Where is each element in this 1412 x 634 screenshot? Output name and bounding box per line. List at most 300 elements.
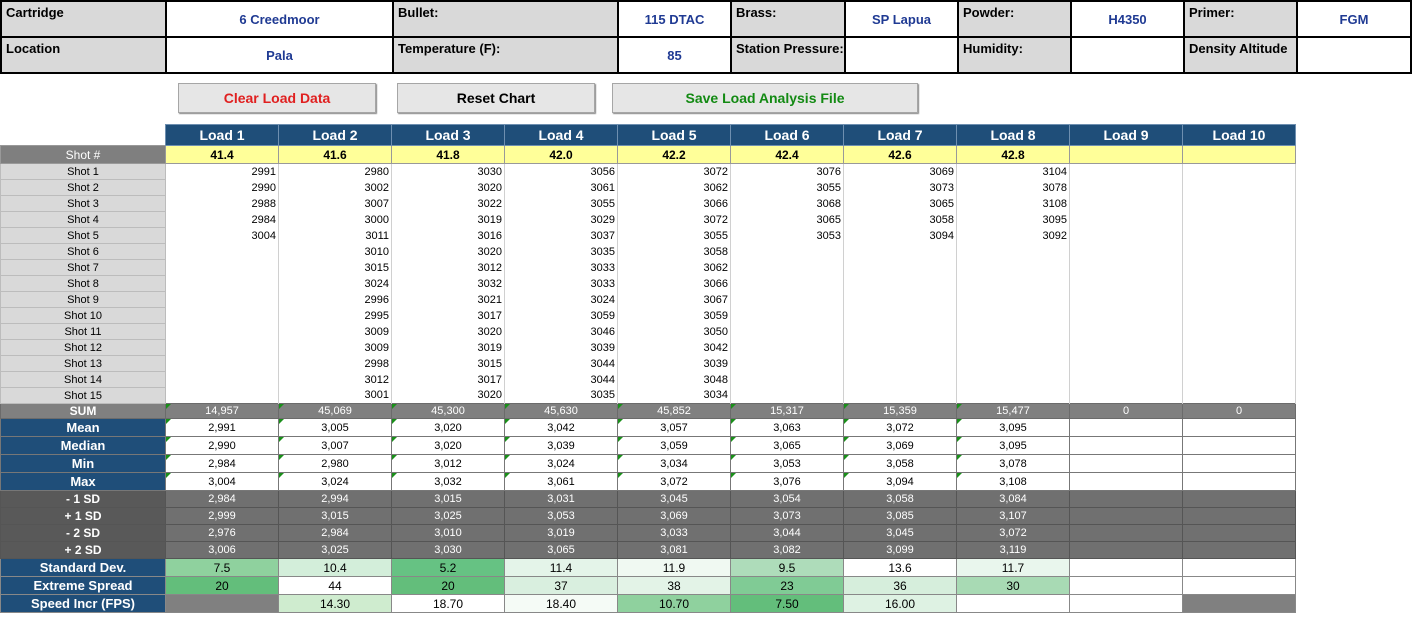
stat-cell: 2,980 — [279, 455, 392, 473]
velocity-cell[interactable]: 2991 — [166, 164, 279, 180]
stat-cell: 3,108 — [957, 473, 1070, 491]
velocity-cell[interactable] — [1183, 276, 1296, 292]
stat-cell: 3,039 — [505, 437, 618, 455]
velocity-cell[interactable]: 3065 — [844, 196, 957, 212]
velocity-cell[interactable] — [166, 276, 279, 292]
velocity-cell[interactable]: 3053 — [731, 228, 844, 244]
velocity-cell[interactable] — [1183, 212, 1296, 228]
stat-cell: 3,020 — [392, 419, 505, 437]
header-value-field[interactable]: 85 — [618, 37, 731, 73]
velocity-cell[interactable]: 3048 — [618, 372, 731, 388]
velocity-cell[interactable] — [731, 276, 844, 292]
stat-cell: 3,065 — [731, 437, 844, 455]
charge-cell[interactable]: 41.8 — [392, 146, 505, 164]
velocity-cell[interactable]: 3011 — [279, 228, 392, 244]
velocity-cell[interactable]: 3033 — [505, 260, 618, 276]
clear-load-data-button[interactable]: Clear Load Data — [178, 83, 376, 113]
row-label: Extreme Spread — [1, 577, 166, 595]
sum-cell: 0 — [1070, 404, 1183, 419]
header-label: Temperature (F): — [393, 37, 618, 73]
heatmap-cell — [1070, 559, 1183, 577]
velocity-cell[interactable]: 3056 — [505, 164, 618, 180]
heatmap-cell: 20 — [392, 577, 505, 595]
sum-cell: 0 — [1183, 404, 1296, 419]
velocity-cell[interactable]: 3076 — [731, 164, 844, 180]
heatmap-cell — [957, 595, 1070, 613]
velocity-cell[interactable] — [731, 388, 844, 404]
velocity-cell[interactable] — [957, 356, 1070, 372]
header-label: Location — [1, 37, 166, 73]
velocity-cell[interactable]: 3095 — [957, 212, 1070, 228]
heatmap-cell — [1070, 595, 1183, 613]
stat-cell: 2,984 — [166, 455, 279, 473]
velocity-cell[interactable]: 3016 — [392, 228, 505, 244]
velocity-cell[interactable]: 3059 — [618, 308, 731, 324]
heatmap-cell — [1183, 595, 1296, 613]
sd-cell: 3,033 — [618, 525, 731, 542]
velocity-cell[interactable] — [731, 292, 844, 308]
heatmap-row — [1, 559, 1296, 577]
sd-cell — [1183, 491, 1296, 508]
velocity-cell[interactable]: 3066 — [618, 196, 731, 212]
velocity-cell[interactable]: 3035 — [505, 244, 618, 260]
velocity-cell[interactable] — [1183, 372, 1296, 388]
header-row — [1, 37, 1411, 73]
velocity-cell[interactable]: 3030 — [392, 164, 505, 180]
charge-cell[interactable]: 42.4 — [731, 146, 844, 164]
velocity-cell[interactable] — [1183, 340, 1296, 356]
velocity-cell[interactable]: 3037 — [505, 228, 618, 244]
velocity-cell[interactable] — [844, 276, 957, 292]
row-label: + 1 SD — [1, 508, 166, 525]
header-value-field[interactable] — [1071, 37, 1184, 73]
velocity-cell[interactable] — [166, 372, 279, 388]
velocity-cell[interactable]: 3034 — [618, 388, 731, 404]
velocity-cell[interactable] — [844, 388, 957, 404]
charge-cell[interactable]: 42.0 — [505, 146, 618, 164]
sd-cell: 2,999 — [166, 508, 279, 525]
velocity-cell[interactable] — [957, 244, 1070, 260]
row-label: Shot 5 — [1, 228, 166, 244]
velocity-cell[interactable]: 3058 — [844, 212, 957, 228]
velocity-cell[interactable]: 3019 — [392, 212, 505, 228]
header-value-field[interactable]: FGM — [1297, 1, 1411, 37]
sd-cell — [1183, 542, 1296, 559]
velocity-cell[interactable]: 3046 — [505, 324, 618, 340]
stat-cell: 3,005 — [279, 419, 392, 437]
velocity-cell[interactable]: 3001 — [279, 388, 392, 404]
row-label: Shot 7 — [1, 260, 166, 276]
heatmap-cell: 36 — [844, 577, 957, 595]
velocity-cell[interactable]: 3062 — [618, 260, 731, 276]
row-label: Speed Incr (FPS) — [1, 595, 166, 613]
velocity-cell[interactable]: 3017 — [392, 372, 505, 388]
velocity-cell[interactable]: 3072 — [618, 164, 731, 180]
velocity-cell[interactable]: 3062 — [618, 180, 731, 196]
velocity-cell[interactable]: 3042 — [618, 340, 731, 356]
velocity-cell[interactable] — [1070, 276, 1183, 292]
row-label: Shot 14 — [1, 372, 166, 388]
velocity-cell[interactable] — [1070, 324, 1183, 340]
velocity-cell[interactable] — [1183, 260, 1296, 276]
velocity-cell[interactable] — [1183, 244, 1296, 260]
velocity-cell[interactable]: 3000 — [279, 212, 392, 228]
sd-row — [1, 525, 1296, 542]
sd-cell: 3,025 — [392, 508, 505, 525]
velocity-cell[interactable]: 3061 — [505, 180, 618, 196]
velocity-cell[interactable] — [166, 388, 279, 404]
velocity-cell[interactable] — [957, 388, 1070, 404]
heatmap-cell: 18.70 — [392, 595, 505, 613]
velocity-cell[interactable]: 3035 — [505, 388, 618, 404]
velocity-cell[interactable]: 3020 — [392, 324, 505, 340]
row-label: Median — [1, 437, 166, 455]
velocity-cell[interactable] — [957, 324, 1070, 340]
heatmap-cell: 38 — [618, 577, 731, 595]
row-label: Shot 2 — [1, 180, 166, 196]
load-header: Load 9 — [1070, 125, 1183, 146]
velocity-cell[interactable]: 3009 — [279, 324, 392, 340]
stat-cell — [1070, 455, 1183, 473]
sd-cell: 3,015 — [279, 508, 392, 525]
stat-cell: 3,063 — [731, 419, 844, 437]
stat-cell — [1183, 419, 1296, 437]
velocity-cell[interactable]: 3104 — [957, 164, 1070, 180]
header-value-field[interactable] — [845, 37, 958, 73]
header-value-field[interactable] — [1297, 37, 1411, 73]
sd-cell: 3,069 — [618, 508, 731, 525]
charge-cell[interactable] — [1070, 146, 1183, 164]
row-label: Shot 11 — [1, 324, 166, 340]
stat-cell — [1183, 437, 1296, 455]
velocity-cell[interactable] — [844, 372, 957, 388]
load-header-row — [1, 125, 1296, 146]
velocity-cell[interactable] — [957, 372, 1070, 388]
velocity-cell[interactable] — [731, 244, 844, 260]
heatmap-cell: 11.9 — [618, 559, 731, 577]
velocity-cell[interactable]: 2998 — [279, 356, 392, 372]
velocity-cell[interactable] — [1183, 164, 1296, 180]
stat-cell: 3,042 — [505, 419, 618, 437]
velocity-cell[interactable]: 3092 — [957, 228, 1070, 244]
velocity-cell[interactable]: 2990 — [166, 180, 279, 196]
sd-cell: 3,065 — [505, 542, 618, 559]
velocity-cell[interactable] — [166, 308, 279, 324]
velocity-cell[interactable] — [844, 244, 957, 260]
sd-cell: 3,054 — [731, 491, 844, 508]
header-value-field[interactable]: 6 Creedmoor — [166, 1, 393, 37]
stat-cell: 3,078 — [957, 455, 1070, 473]
velocity-cell[interactable]: 3068 — [731, 196, 844, 212]
heatmap-row — [1, 577, 1296, 595]
sd-cell: 2,976 — [166, 525, 279, 542]
velocity-cell[interactable] — [1183, 196, 1296, 212]
sd-cell: 2,984 — [279, 525, 392, 542]
velocity-cell[interactable] — [1070, 372, 1183, 388]
sd-cell: 3,044 — [731, 525, 844, 542]
velocity-cell[interactable]: 3032 — [392, 276, 505, 292]
velocity-cell[interactable]: 3073 — [844, 180, 957, 196]
sd-cell: 3,107 — [957, 508, 1070, 525]
load-header: Load 2 — [279, 125, 392, 146]
velocity-cell[interactable]: 3020 — [392, 388, 505, 404]
header-label: Station Pressure: — [731, 37, 845, 73]
shot-row — [1, 260, 1296, 276]
velocity-cell[interactable] — [166, 356, 279, 372]
sd-cell — [1070, 525, 1183, 542]
heatmap-cell: 30 — [957, 577, 1070, 595]
velocity-cell[interactable]: 3015 — [392, 356, 505, 372]
velocity-cell[interactable]: 2996 — [279, 292, 392, 308]
velocity-cell[interactable] — [957, 260, 1070, 276]
header-value-field[interactable]: SP Lapua — [845, 1, 958, 37]
velocity-cell[interactable] — [166, 324, 279, 340]
velocity-cell[interactable]: 3019 — [392, 340, 505, 356]
header-label: Density Altitude — [1184, 37, 1297, 73]
velocity-cell[interactable]: 3022 — [392, 196, 505, 212]
velocity-cell[interactable]: 3072 — [618, 212, 731, 228]
stat-cell — [1070, 419, 1183, 437]
header-value-field[interactable]: H4350 — [1071, 1, 1184, 37]
row-label: Shot # — [1, 146, 166, 164]
velocity-cell[interactable] — [1183, 308, 1296, 324]
velocity-cell[interactable] — [731, 340, 844, 356]
sum-cell: 45,069 — [279, 404, 392, 419]
row-label: + 2 SD — [1, 542, 166, 559]
velocity-cell[interactable] — [844, 308, 957, 324]
velocity-cell[interactable]: 3024 — [279, 276, 392, 292]
velocity-cell[interactable] — [1183, 388, 1296, 404]
sd-cell: 3,073 — [731, 508, 844, 525]
velocity-cell[interactable]: 3066 — [618, 276, 731, 292]
velocity-cell[interactable]: 3065 — [731, 212, 844, 228]
velocity-cell[interactable] — [731, 324, 844, 340]
heatmap-cell — [166, 595, 279, 613]
stat-cell: 3,072 — [844, 419, 957, 437]
velocity-cell[interactable]: 3055 — [505, 196, 618, 212]
velocity-cell[interactable]: 3009 — [279, 340, 392, 356]
load-header: Load 1 — [166, 125, 279, 146]
velocity-cell[interactable] — [1183, 292, 1296, 308]
velocity-cell[interactable] — [1070, 292, 1183, 308]
shot-row — [1, 244, 1296, 260]
stat-cell: 3,004 — [166, 473, 279, 491]
velocity-cell[interactable]: 3004 — [166, 228, 279, 244]
charge-cell[interactable]: 42.8 — [957, 146, 1070, 164]
velocity-cell[interactable] — [1070, 228, 1183, 244]
heatmap-cell — [1183, 559, 1296, 577]
stat-cell: 3,034 — [618, 455, 731, 473]
velocity-cell[interactable] — [1070, 244, 1183, 260]
charge-cell[interactable]: 41.4 — [166, 146, 279, 164]
velocity-cell[interactable] — [1070, 212, 1183, 228]
stat-cell: 3,076 — [731, 473, 844, 491]
velocity-cell[interactable] — [957, 340, 1070, 356]
sd-cell: 3,084 — [957, 491, 1070, 508]
header-label: Bullet: — [393, 1, 618, 37]
sd-cell: 3,058 — [844, 491, 957, 508]
velocity-cell[interactable]: 3015 — [279, 260, 392, 276]
row-label: Standard Dev. — [1, 559, 166, 577]
velocity-cell[interactable] — [957, 292, 1070, 308]
shot-row — [1, 356, 1296, 372]
velocity-cell[interactable] — [731, 372, 844, 388]
load-header: Load 8 — [957, 125, 1070, 146]
velocity-cell[interactable]: 3058 — [618, 244, 731, 260]
stat-cell: 3,069 — [844, 437, 957, 455]
row-label: Shot 3 — [1, 196, 166, 212]
stat-cell — [1070, 473, 1183, 491]
velocity-cell[interactable]: 3020 — [392, 244, 505, 260]
velocity-cell[interactable]: 3078 — [957, 180, 1070, 196]
velocity-cell[interactable] — [844, 260, 957, 276]
velocity-cell[interactable]: 3059 — [505, 308, 618, 324]
velocity-cell[interactable] — [844, 324, 957, 340]
shot-row — [1, 276, 1296, 292]
sd-cell — [1070, 491, 1183, 508]
velocity-cell[interactable] — [1070, 340, 1183, 356]
header-label: Brass: — [731, 1, 845, 37]
velocity-cell[interactable]: 3012 — [279, 372, 392, 388]
heatmap-cell: 44 — [279, 577, 392, 595]
heatmap-cell: 20 — [166, 577, 279, 595]
load-header: Load 7 — [844, 125, 957, 146]
velocity-cell[interactable] — [1070, 388, 1183, 404]
sd-row — [1, 508, 1296, 525]
charge-cell[interactable]: 42.6 — [844, 146, 957, 164]
velocity-cell[interactable]: 3067 — [618, 292, 731, 308]
row-label: Min — [1, 455, 166, 473]
velocity-cell[interactable]: 3002 — [279, 180, 392, 196]
stat-cell: 2,990 — [166, 437, 279, 455]
stat-row — [1, 419, 1296, 437]
velocity-cell[interactable] — [166, 260, 279, 276]
velocity-cell[interactable] — [1070, 260, 1183, 276]
charge-cell[interactable]: 41.6 — [279, 146, 392, 164]
stat-cell: 3,061 — [505, 473, 618, 491]
heatmap-cell: 11.7 — [957, 559, 1070, 577]
sd-cell: 3,082 — [731, 542, 844, 559]
velocity-cell[interactable] — [166, 340, 279, 356]
velocity-cell[interactable]: 3044 — [505, 356, 618, 372]
charge-cell[interactable]: 42.2 — [618, 146, 731, 164]
sd-cell: 3,015 — [392, 491, 505, 508]
velocity-cell[interactable] — [1070, 308, 1183, 324]
velocity-cell[interactable]: 2995 — [279, 308, 392, 324]
corner-cell — [1, 125, 166, 146]
sum-cell: 15,359 — [844, 404, 957, 419]
stat-cell: 3,059 — [618, 437, 731, 455]
velocity-cell[interactable] — [166, 292, 279, 308]
velocity-cell[interactable] — [731, 260, 844, 276]
header-row — [1, 1, 1411, 37]
sd-cell — [1183, 525, 1296, 542]
velocity-cell[interactable]: 3012 — [392, 260, 505, 276]
velocity-cell[interactable]: 3029 — [505, 212, 618, 228]
velocity-cell[interactable] — [1183, 356, 1296, 372]
shot-row — [1, 228, 1296, 244]
heatmap-cell — [1070, 577, 1183, 595]
velocity-cell[interactable] — [1070, 196, 1183, 212]
velocity-cell[interactable] — [1183, 324, 1296, 340]
sd-cell: 3,025 — [279, 542, 392, 559]
velocity-cell[interactable]: 3044 — [505, 372, 618, 388]
velocity-cell[interactable]: 3021 — [392, 292, 505, 308]
header-value-field[interactable]: Pala — [166, 37, 393, 73]
velocity-cell[interactable]: 3039 — [618, 356, 731, 372]
velocity-cell[interactable]: 3039 — [505, 340, 618, 356]
velocity-cell[interactable]: 3055 — [618, 228, 731, 244]
velocity-cell[interactable] — [1183, 228, 1296, 244]
velocity-cell[interactable]: 3033 — [505, 276, 618, 292]
velocity-cell[interactable] — [731, 308, 844, 324]
velocity-cell[interactable] — [957, 276, 1070, 292]
velocity-cell[interactable]: 2984 — [166, 212, 279, 228]
velocity-cell[interactable] — [166, 244, 279, 260]
stat-cell — [1183, 455, 1296, 473]
shot-row — [1, 180, 1296, 196]
velocity-cell[interactable]: 3007 — [279, 196, 392, 212]
velocity-cell[interactable]: 3094 — [844, 228, 957, 244]
heatmap-cell: 5.2 — [392, 559, 505, 577]
row-label: Shot 13 — [1, 356, 166, 372]
velocity-cell[interactable] — [1183, 180, 1296, 196]
stat-cell: 3,095 — [957, 437, 1070, 455]
velocity-cell[interactable]: 3010 — [279, 244, 392, 260]
velocity-cell[interactable] — [844, 340, 957, 356]
velocity-cell[interactable] — [1070, 180, 1183, 196]
velocity-cell[interactable]: 2980 — [279, 164, 392, 180]
row-label: Shot 4 — [1, 212, 166, 228]
velocity-cell[interactable] — [731, 356, 844, 372]
velocity-cell[interactable]: 3055 — [731, 180, 844, 196]
velocity-cell[interactable] — [844, 356, 957, 372]
row-label: Mean — [1, 419, 166, 437]
velocity-cell[interactable]: 3020 — [392, 180, 505, 196]
heatmap-cell: 7.5 — [166, 559, 279, 577]
velocity-cell[interactable] — [957, 308, 1070, 324]
velocity-cell[interactable]: 3024 — [505, 292, 618, 308]
save-load-analysis-button[interactable]: Save Load Analysis File — [612, 83, 918, 113]
velocity-cell[interactable]: 3108 — [957, 196, 1070, 212]
heatmap-cell: 11.4 — [505, 559, 618, 577]
velocity-cell[interactable]: 3069 — [844, 164, 957, 180]
sd-cell: 2,984 — [166, 491, 279, 508]
velocity-cell[interactable]: 2988 — [166, 196, 279, 212]
row-label: Shot 10 — [1, 308, 166, 324]
heatmap-cell: 23 — [731, 577, 844, 595]
sd-cell — [1070, 508, 1183, 525]
header-value-field[interactable]: 115 DTAC — [618, 1, 731, 37]
stat-cell: 2,991 — [166, 419, 279, 437]
shot-row — [1, 324, 1296, 340]
shot-row — [1, 196, 1296, 212]
velocity-cell[interactable] — [844, 292, 957, 308]
stat-cell: 3,094 — [844, 473, 957, 491]
stat-cell: 3,032 — [392, 473, 505, 491]
velocity-cell[interactable]: 3017 — [392, 308, 505, 324]
sum-row — [1, 404, 1296, 419]
reset-chart-button[interactable]: Reset Chart — [397, 83, 595, 113]
velocity-cell[interactable] — [1070, 164, 1183, 180]
sum-cell: 45,630 — [505, 404, 618, 419]
charge-cell[interactable] — [1183, 146, 1296, 164]
row-label: Shot 15 — [1, 388, 166, 404]
velocity-cell[interactable]: 3050 — [618, 324, 731, 340]
row-label: SUM — [1, 404, 166, 419]
velocity-cell[interactable] — [1070, 356, 1183, 372]
shot-row — [1, 372, 1296, 388]
